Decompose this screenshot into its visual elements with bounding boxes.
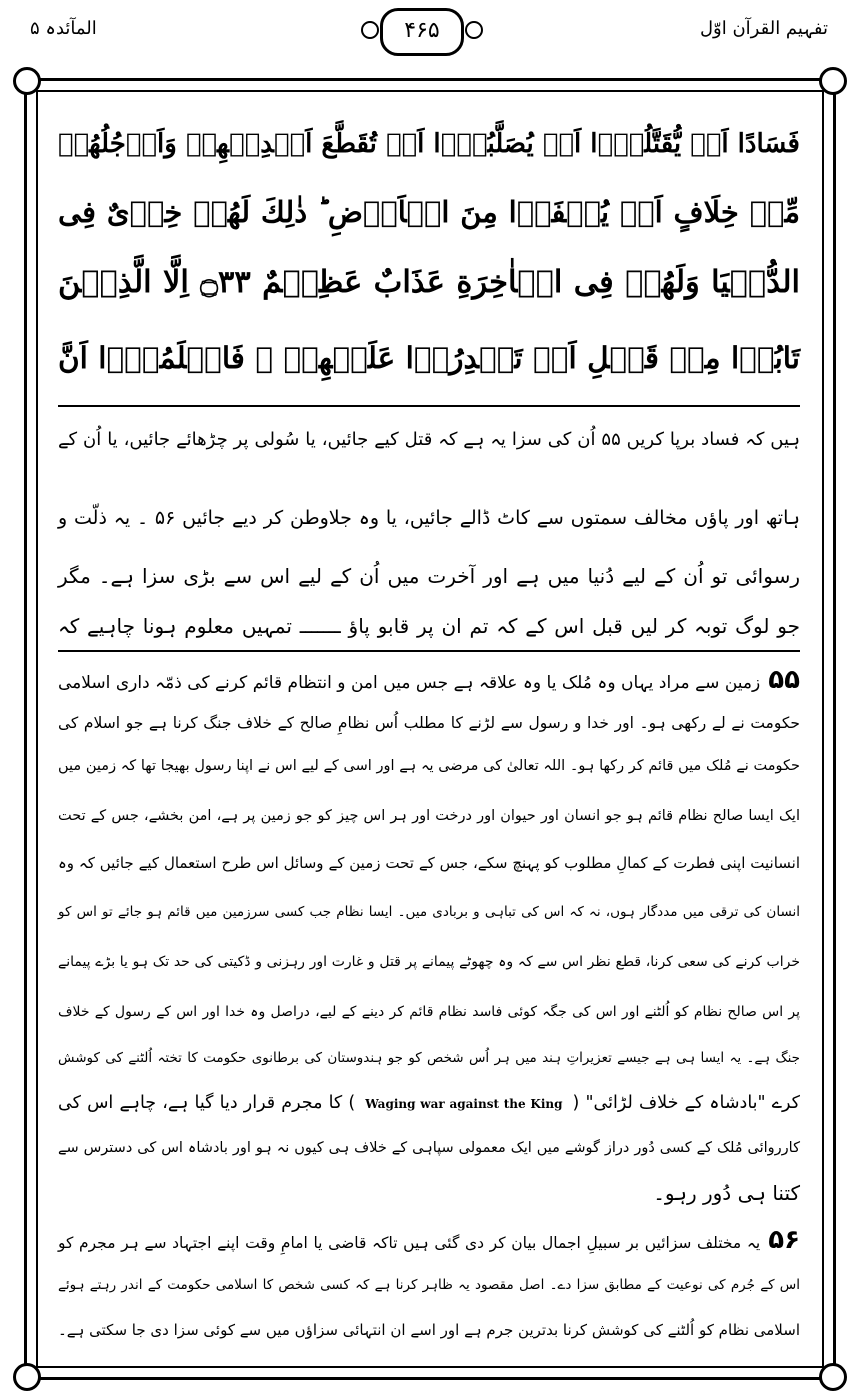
translation-line: ہیں کہ فساد برپا کریں ۵۵ اُن کی سزا یہ ہے کہ قتل کیے جائیں، یا سُولی پر چڑھائے جائیں، یا اُن کے [58, 429, 800, 450]
footnote-line: حکومت نے لے رکھی ہو۔ اور خدا و رسول سے لڑنے کا مطلب اُس نظامِ صالح کے خلاف جنگ کرنا ہے جو اسلام کی [58, 714, 800, 732]
footnote-line: انسانیت اپنی فطرت کے کمالِ مطلوب کو پہنچ سکے، جس کے تحت زمین کے وسائل اس طرح استعمال کیے جائیں کہ وہ [58, 854, 800, 872]
footnote-number: ۵۶ [768, 1225, 800, 1255]
footnote-number: ۵۵ [768, 665, 800, 695]
verse-line: الدُّنۡيَا وَلَهُمۡ فِى الۡاٰخِرَةِ عَذَابٌ عَظِيۡمٌ ۝۳۳ اِلَّا الَّذِيۡنَ [58, 264, 800, 300]
divider [58, 405, 800, 407]
footnote-line: اس کے جُرم کی نوعیت کے مطابق سزا دے۔ اصل مقصود یہ ظاہر کرنا ہے کہ کسی شخص کا اسلامی حکومت کے اندر رہتے ہوئے [58, 1277, 800, 1293]
verse-line: فَسَادًا اَنۡ يُّقَتَّلُوۡۤا اَوۡ يُصَلَّبُوۡۤا اَوۡ تُقَطَّعَ اَيۡدِيۡهِمۡ وَاَرۡجُلُهُمۡ [57, 129, 800, 159]
footnote-line: پر اس صالح نظام کو اُلٹنے اور اس کی جگہ کوئی فاسد نظام قائم کر دینے کے لیے، دراصل وہ خدا اور اس کے رسول کے خلاف [58, 1004, 800, 1020]
page-number: ۴۶۵ [380, 8, 464, 56]
verse-line: مِّنۡ خِلَافٍ اَوۡ يُنۡفَوۡا مِنَ الۡاَرۡضِ ؕ ذٰلِكَ لَهُمۡ خِزۡىٌ فِى [58, 195, 800, 229]
surah-name-header: المآئدہ ۵ [30, 18, 97, 39]
corner-ornament [13, 1363, 41, 1391]
book-title-header: تفہیم القرآن اوّل [699, 18, 828, 39]
english-phrase: Waging war against the King [365, 1097, 563, 1111]
footnote-line: کتنا ہی دُور رہو۔ [653, 1181, 800, 1205]
corner-ornament [13, 67, 41, 95]
footnote-line: ایک ایسا صالح نظام قائم ہو جو انسان اور حیوان اور درخت اور ہر اس چیز کو جو زمین پر ہے، امن بخشے، جس کے تحت [58, 808, 800, 824]
verse-line: تَابُوۡا مِنۡ قَبۡلِ اَنۡ تَقۡدِرُوۡا عَلَيۡهِمۡ ۚ فَاعۡلَمُوۡۤا اَنَّ [58, 340, 800, 375]
footnote-line: کارروائی مُلک کے کسی دُور دراز گوشے میں ایک معمولی سپاہی کے خلاف ہی کیوں نہ ہو اور بادشاہ اس کی دسترس سے [58, 1140, 800, 1156]
corner-ornament [819, 1363, 847, 1391]
translation-line: رسوائی تو اُن کے لیے دُنیا میں ہے اور آخرت میں اُن کے لیے اس سے بڑی سزا ہے۔ مگر [58, 564, 800, 588]
footnote-line: خراب کرنے کی سعی کرنا، قطع نظر اس سے کہ وہ چھوٹے پیمانے پر قتل و غارت اور رہزنی و ڈکیتی کی حد تک ہو یا بڑے پیمانے [58, 954, 800, 970]
corner-ornament [819, 67, 847, 95]
translation-line: جو لوگ توبہ کر لیں قبل اس کے کہ تم ان پر قابو پاؤ ـــــــ تمہیں معلوم ہونا چاہیے کہ [58, 614, 800, 638]
footnote-line: حکومت نے مُلک میں قائم کر رکھا ہو۔ اللہ تعالیٰ کی مرضی یہ ہے اور اسی کے لیے اس نے اپنا رسول بھیجا تھا کہ زمین میں [58, 758, 800, 774]
footnote-56-line-1: ۵۶یہ مختلف سزائیں بر سبیلِ اجمال بیان کر دی گئی ہیں تاکہ قاضی یا امامِ وقت اپنے اجتہاد سے ہر مجرم کو [58, 1225, 800, 1255]
footnote-55-line-1: ۵۵زمین سے مراد یہاں وہ مُلک یا وہ علاقہ ہے جس میں امن و انتظام قائم کرنے کی ذمّہ داری اسلامی [58, 665, 800, 695]
divider [58, 650, 800, 652]
footnote-line-with-english: کرے "بادشاہ کے خلاف لڑائی" (Waging war against the King) کا مجرم قرار دیا گیا ہے، چاہے اس کی [58, 1093, 800, 1113]
footnote-line: انسان کی ترقی میں مددگار ہوں، نہ کہ اس کی تباہی و بربادی میں۔ ایسا نظام جب کسی سرزمین میں قائم ہو جائے تو اس کو [58, 904, 800, 920]
footnote-line: جنگ ہے۔ یہ ایسا ہی ہے جیسے تعزیراتِ ہند میں ہر اُس شخص کو جو ہندوستان کی برطانوی حکومت کا تختہ اُلٹنے کی کوشش [58, 1050, 800, 1066]
translation-line: ہاتھ اور پاؤں مخالف سمتوں سے کاٹ ڈالے جائیں، یا وہ جلاوطن کر دیے جائیں ۵۶ ۔ یہ ذلّت و [58, 507, 801, 529]
footnote-line: اسلامی نظام کو اُلٹنے کی کوشش کرنا بدترین جرم ہے اور اسے ان انتہائی سزاؤں میں سے کوئی سزا دی جا سکتی ہے۔ [58, 1321, 800, 1339]
